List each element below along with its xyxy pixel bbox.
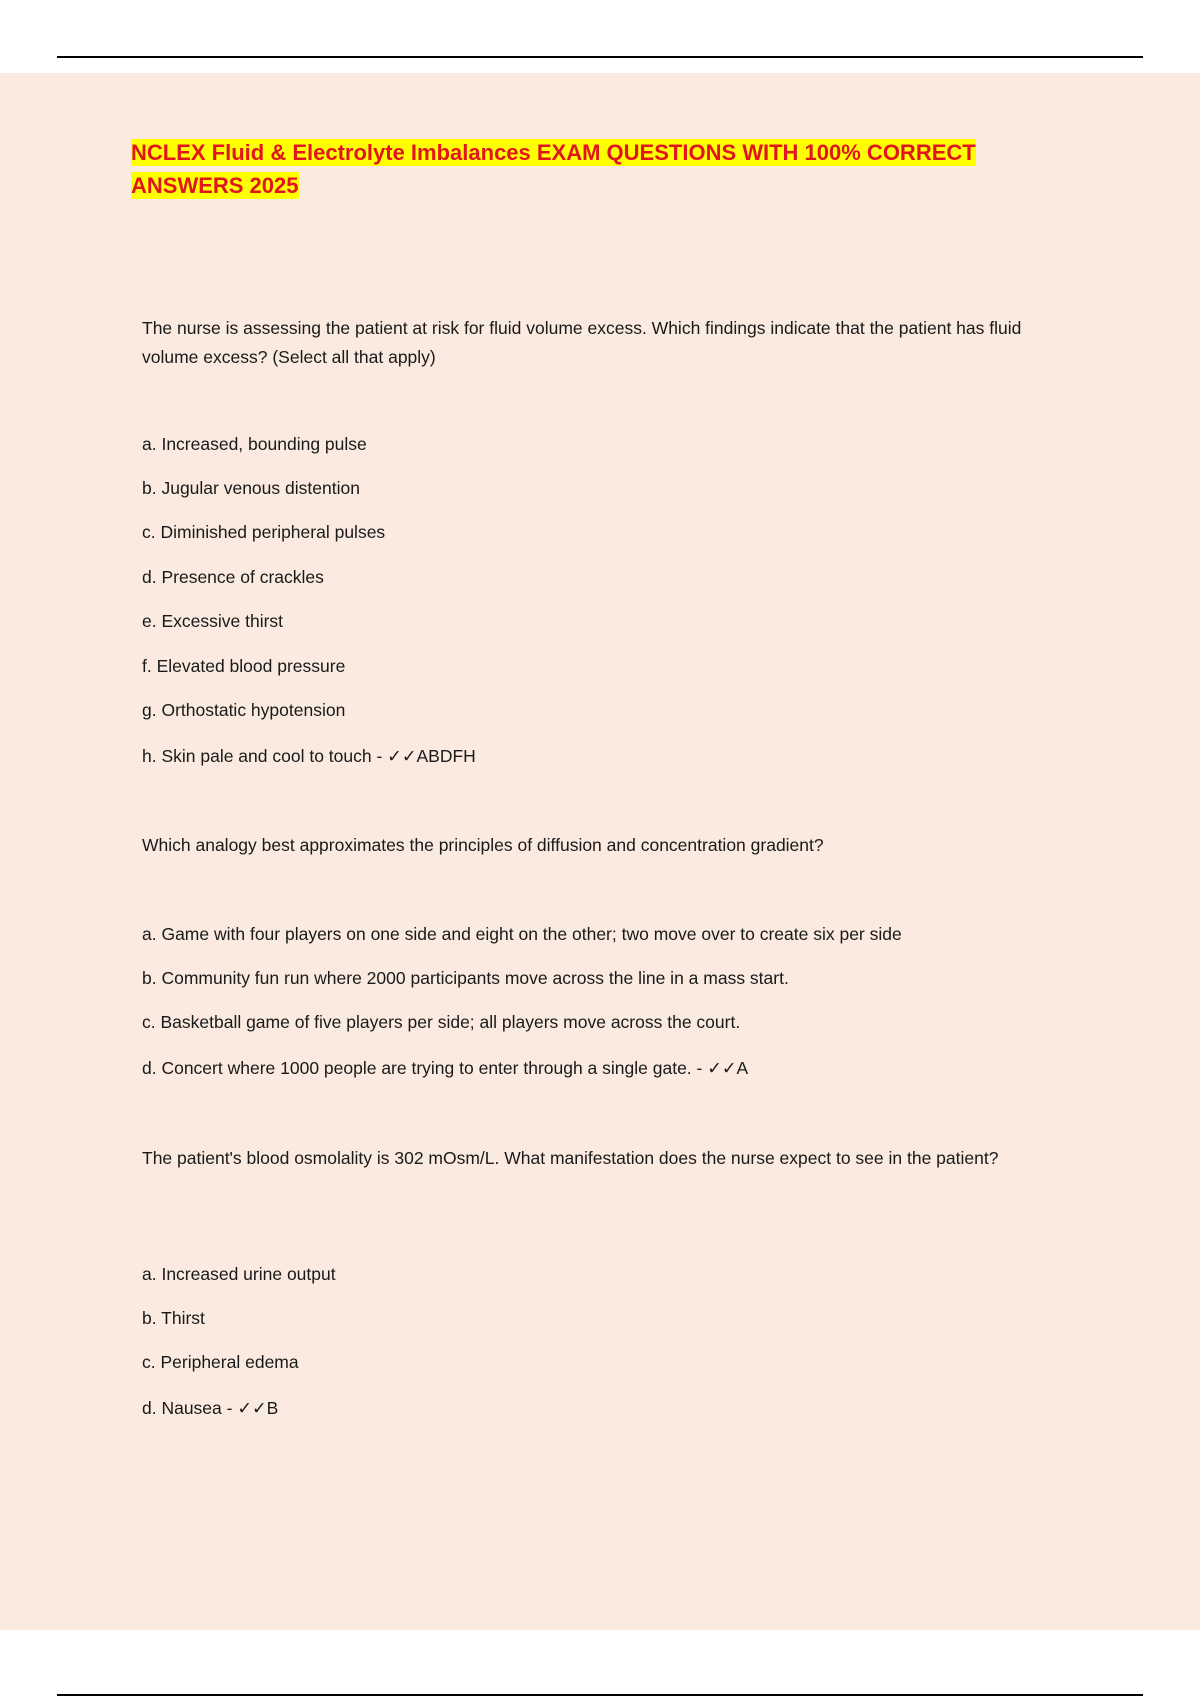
question-1-text: The nurse is assessing the patient at risk for fluid volume excess. Which findings indicate that the patient has fluid volume excess? (Select all that apply) — [142, 318, 1022, 367]
question-1-option-e: e. Excessive thirst — [142, 611, 284, 631]
question-1-option-c: c. Diminished peripheral pulses — [142, 522, 386, 542]
question-1-option-d: d. Presence of crackles — [142, 567, 324, 587]
question-1-option-a: a. Increased, bounding pulse — [142, 434, 367, 454]
question-1-option-b: b. Jugular venous distention — [142, 478, 360, 498]
question-3-text: The patient's blood osmolality is 302 mOsm/L. What manifestation does the nurse expect to see in the patient? — [142, 1148, 999, 1168]
question-2-option-d-answer: d. Concert where 1000 people are trying to enter through a single gate. - ✓✓A — [142, 1058, 749, 1078]
question-2-option-a: a. Game with four players on one side and eight on the other; two move over to create six per side — [142, 924, 902, 944]
question-2-option-c: c. Basketball game of five players per side; all players move across the court. — [142, 1012, 741, 1032]
title-highlight: NCLEX Fluid & Electrolyte Imbalances EXAM QUESTIONS WITH 100% CORRECT ANSWERS 2025 — [131, 140, 976, 198]
question-3-option-a: a. Increased urine output — [142, 1264, 336, 1284]
question-3-option-d-answer: d. Nausea - ✓✓B — [142, 1398, 279, 1418]
question-3-option-c: c. Peripheral edema — [142, 1352, 299, 1372]
question-2-text: Which analogy best approximates the principles of diffusion and concentration gradient? — [142, 835, 824, 855]
footer-rule — [57, 1694, 1143, 1696]
question-1-option-h-answer: h. Skin pale and cool to touch - ✓✓ABDFH — [142, 746, 476, 766]
question-1-option-f: f. Elevated blood pressure — [142, 656, 346, 676]
header-rule — [57, 56, 1143, 58]
question-3-option-b: b. Thirst — [142, 1308, 205, 1328]
document-title — [131, 136, 1031, 202]
question-1-option-g: g. Orthostatic hypotension — [142, 700, 346, 720]
question-2-option-b: b. Community fun run where 2000 participants move across the line in a mass start. — [142, 968, 789, 988]
